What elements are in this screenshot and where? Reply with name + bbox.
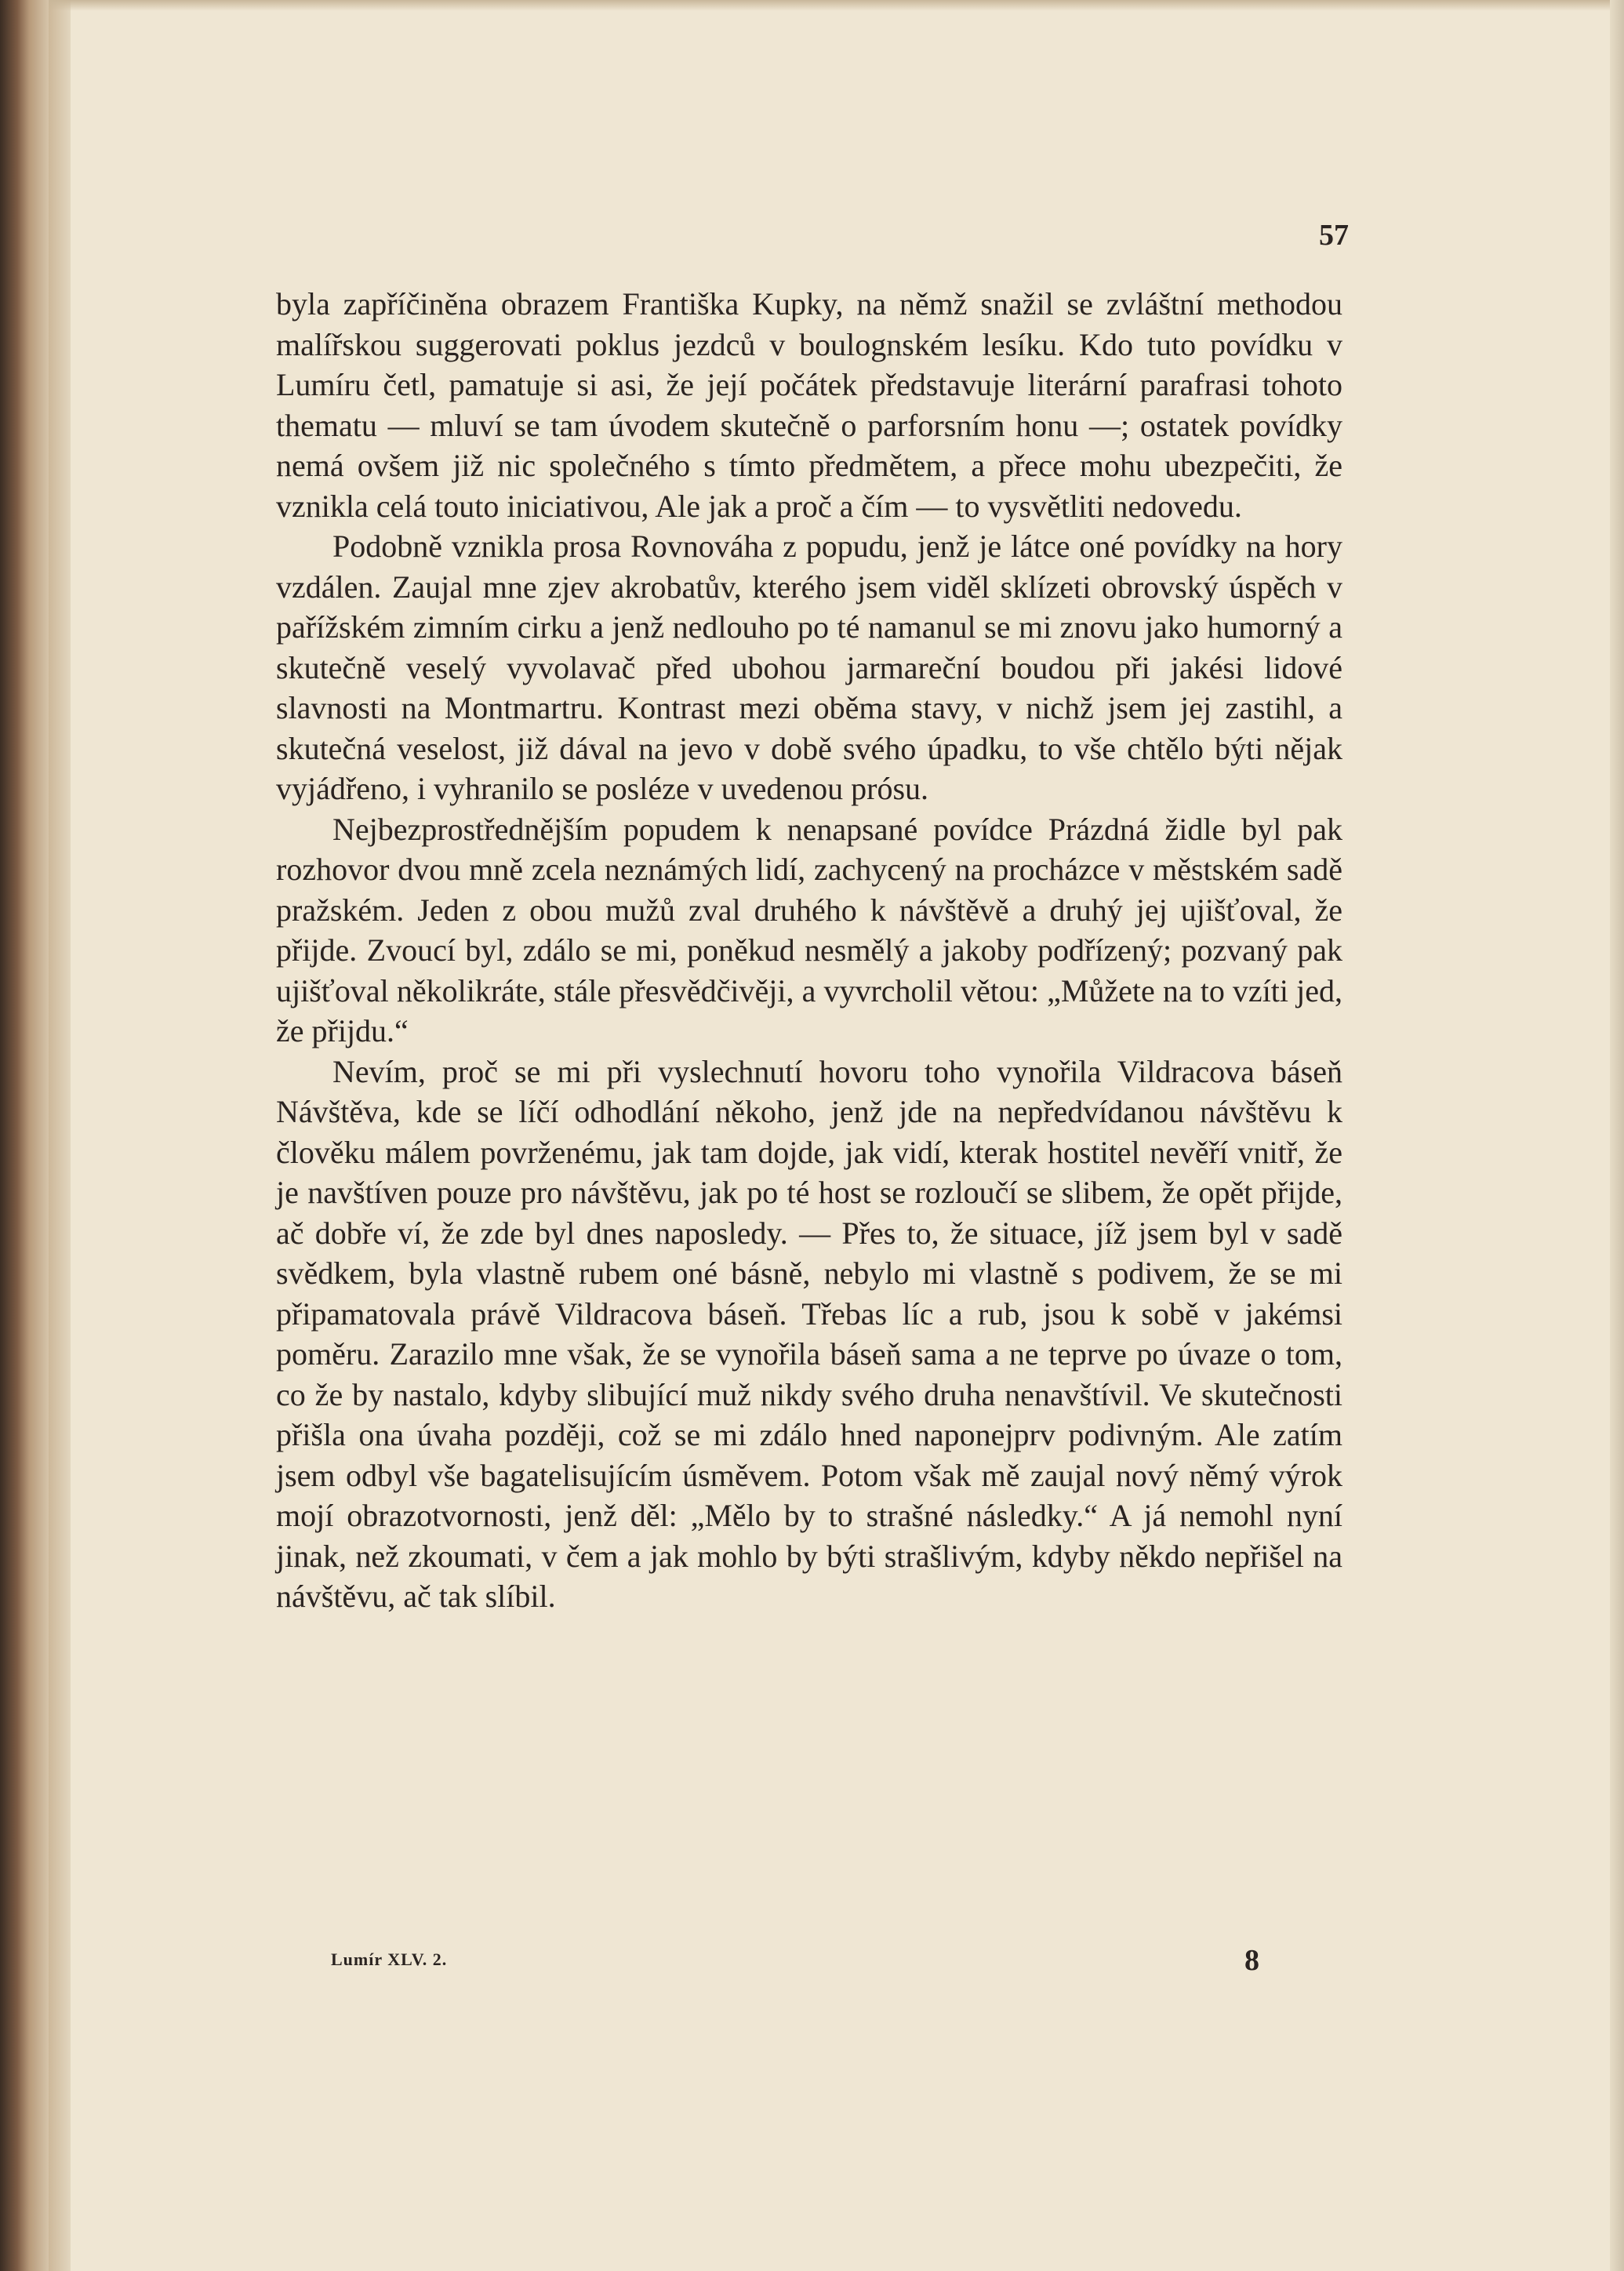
paragraph-1: byla zapříčiněna obrazem Františka Kupky, na němž snažil se zvláštní methodou malířskou suggerovati poklus jezdců v boulognském lesíku. Kdo tuto povídku v Lumíru četl, pamatuje si asi, že její počátek představuje literární parafrasi tohoto thematu — mluví se tam úvodem skutečně o parforsním honu —; ostatek povídky nemá ovšem již nic společného s tímto předmětem, a přece mohu ubezpečiti, že vznikla celá touto iniciativou, Ale jak a proč a čím — to vysvětliti nedovedu. [276,286,1342,524]
page-footer [331,1943,1272,1978]
printer-signature: Lumír XLV. 2. [331,1949,448,1969]
page-number: 57 [1319,219,1349,252]
body-text [276,284,1342,1617]
page-gutter [49,0,71,2271]
top-page-shadow [49,0,1617,11]
paragraph-4: Nevím, proč se mi při vyslechnutí hovoru toho vynořila Vildracova báseň Návštěva, kde se líčí odhodlání někoho, jenž jde na nepředvídanou návštěvu k člověku málem povrženému, jak tam dojde, jak vidí, kterak hostitel nevěří vnitř, že je navštíven pouze pro návštěvu, jak po té host se rozloučí se slibem, že opět přijde, ač dobře ví, že zde byl dnes naposledy. — Přes to, že situace, jíž jsem byl v sadě svědkem, byla vlastně rubem oné básně, nebylo mi vlastně s podivem, že se mi připamatovala právě Vildracova báseň. Třebas líc a rub, jsou k sobě v jakémsi poměru. Zarazilo mne však, že se vynořila báseň sama a ne teprve po úvaze o tom, co že by nastalo, kdyby slibující muž nikdy svého druha nenavštívil. Ve skutečnosti přišla ona úvaha později, což se mi zdálo hned naponejprv podivným. Ale zatím jsem odbyl vše bagatelisujícím úsměvem. Potom však mě zaujal nový němý výrok mojí obrazotvornosti, jenž děl: „Mělo by to strašné následky.“ A já nemohl nyní jinak, než zkoumati, v čem a jak mohlo by býti strašlivým, kdyby někdo nepřišel na návštěvu, ač tak slíbil. [276,1053,1342,1614]
paragraph-2: Podobně vznikla prosa Rovnováha z popudu, jenž je látce oné povídky na hory vzdálen. Zaujal mne zjev akrobatův, kterého jsem viděl sklízeti obrovský úspěch v pařížském zimním cirku a jenž nedlouho po té namanul se mi znovu jako humorný a skutečně veselý vyvolavač před ubohou jarmareční boudou při jakési lidové slavnosti na Montmartru. Kontrast mezi oběma stavy, v nichž jsem jej zastihl, a skutečná veselost, již dával na jevo v době svého úpadku, to vše chtělo býti nějak vyjádřeno, i vyhranilo se posléze v uvedenou prósu. [276,529,1342,806]
sheet-number: 8 [1244,1944,1259,1977]
book-spine-edge [0,0,49,2271]
right-page-edge [1610,0,1624,2271]
paragraph-3: Nejbezprostřednějším popudem k nenapsané povídce Prázdná židle byl pak rozhovor dvou mně zcela neznámých lidí, zachycený na procházce v městském sadě pražském. Jeden z obou mužů zval druhého k návštěvě a druhý jej ujišťoval, že přijde. Zvoucí byl, zdálo se mi, poněkud nesmělý a jakoby podřízený; pozvaný pak ujišťoval několikráte, stále přesvědčivěji, a vyvrcholil větou: „Můžete na to vzíti jed, že přijdu.“ [276,811,1342,1048]
